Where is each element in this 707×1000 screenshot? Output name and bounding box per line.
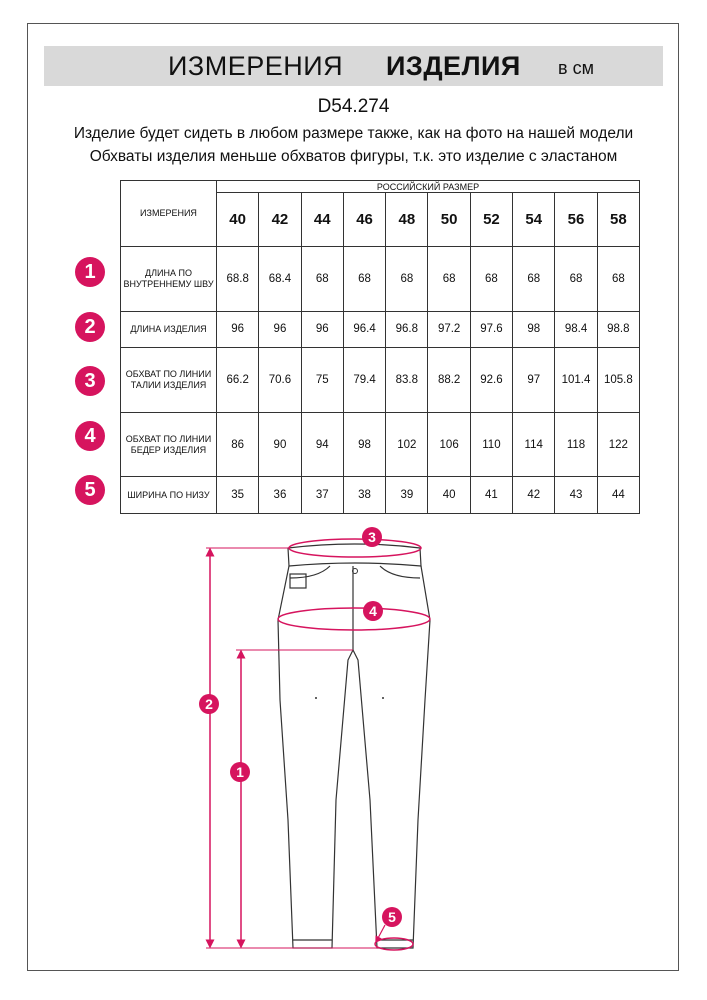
marker-hem xyxy=(382,907,402,927)
table-cell: 75 xyxy=(301,348,343,413)
table-cell: 86 xyxy=(217,412,259,477)
table-cell: 97.2 xyxy=(428,311,470,348)
row-number-badge: 3 xyxy=(75,366,105,396)
size-header: 42 xyxy=(259,193,301,247)
row-label: ОБХВАТ ПО ЛИНИИ БЕДЕР ИЗДЕЛИЯ xyxy=(121,412,217,477)
row-label: ДЛИНА ИЗДЕЛИЯ xyxy=(121,311,217,348)
table-cell: 98.4 xyxy=(555,311,597,348)
table-cell: 36 xyxy=(259,477,301,514)
table-cell: 83.8 xyxy=(386,348,428,413)
table-cell: 68 xyxy=(470,247,512,312)
row-label: ОБХВАТ ПО ЛИНИИ ТАЛИИ ИЗДЕЛИЯ xyxy=(121,348,217,413)
marker-label: 3 xyxy=(368,529,376,545)
size-header: 46 xyxy=(343,193,385,247)
waist-ellipse xyxy=(289,539,421,557)
table-cell: 110 xyxy=(470,412,512,477)
table-cell: 98.8 xyxy=(597,311,639,348)
marker-label: 5 xyxy=(388,909,396,925)
marker-waist xyxy=(362,527,382,547)
table-cell: 98 xyxy=(513,311,555,348)
marker-label: 4 xyxy=(369,603,377,619)
corner-label: ИЗМЕРЕНИЯ xyxy=(121,181,217,247)
article-code: D54.274 xyxy=(317,96,390,117)
hip-ellipse xyxy=(278,608,430,630)
size-header: 44 xyxy=(301,193,343,247)
table-cell: 92.6 xyxy=(470,348,512,413)
table-cell: 102 xyxy=(386,412,428,477)
marker-inseam xyxy=(230,762,250,782)
elastane-note: Обхваты изделия меньше обхватов фигуры, т.к. это изделие с эластаном xyxy=(89,148,618,165)
size-header: 48 xyxy=(386,193,428,247)
table-cell: 68.4 xyxy=(259,247,301,312)
table-cell: 79.4 xyxy=(343,348,385,413)
table-cell: 97 xyxy=(513,348,555,413)
table-cell: 94 xyxy=(301,412,343,477)
row-number-badge: 5 xyxy=(75,475,105,505)
row-number-badge: 2 xyxy=(75,312,105,342)
table-cell: 96.8 xyxy=(386,311,428,348)
title-garment: ИЗДЕЛИЯ xyxy=(386,51,521,81)
table-cell: 101.4 xyxy=(555,348,597,413)
size-group-label: РОССИЙСКИЙ РАЗМЕР xyxy=(217,181,640,193)
table-cell: 40 xyxy=(428,477,470,514)
table-cell: 106 xyxy=(428,412,470,477)
right-leg xyxy=(353,566,430,948)
table-cell: 35 xyxy=(217,477,259,514)
table-cell: 114 xyxy=(513,412,555,477)
size-header: 58 xyxy=(597,193,639,247)
table-cell: 68 xyxy=(343,247,385,312)
table-cell: 68.8 xyxy=(217,247,259,312)
table-cell: 43 xyxy=(555,477,597,514)
marker-length xyxy=(199,694,219,714)
table-cell: 41 xyxy=(470,477,512,514)
row-number-badge: 4 xyxy=(75,421,105,451)
table-cell: 68 xyxy=(301,247,343,312)
fit-note: Изделие будет сидеть в любом размере также, как на фото на нашей модели xyxy=(73,125,634,142)
table-cell: 37 xyxy=(301,477,343,514)
table-cell: 118 xyxy=(555,412,597,477)
table-cell: 96 xyxy=(301,311,343,348)
left-pocket xyxy=(290,566,330,578)
table-cell: 97.6 xyxy=(470,311,512,348)
size-header: 56 xyxy=(555,193,597,247)
table-cell: 68 xyxy=(428,247,470,312)
title-measurements: ИЗМЕРЕНИЯ xyxy=(168,51,344,81)
table-cell: 39 xyxy=(386,477,428,514)
pants-outline xyxy=(278,544,430,948)
title-unit: в см xyxy=(558,58,594,78)
table-cell: 68 xyxy=(513,247,555,312)
hem-pointer xyxy=(377,925,385,940)
row-label: ШИРИНА ПО НИЗУ xyxy=(121,477,217,514)
table-cell: 96 xyxy=(259,311,301,348)
rivet-icon xyxy=(315,697,317,699)
marker-label: 2 xyxy=(205,696,213,712)
size-header: 50 xyxy=(428,193,470,247)
size-header: 54 xyxy=(513,193,555,247)
right-pocket xyxy=(380,566,420,578)
left-leg xyxy=(278,566,353,948)
rivet-icon xyxy=(382,697,384,699)
table-cell: 96 xyxy=(217,311,259,348)
row-label: ДЛИНА ПО ВНУТРЕННЕМУ ШВУ xyxy=(121,247,217,312)
size-header: 52 xyxy=(470,193,512,247)
table-cell: 98 xyxy=(343,412,385,477)
table-cell: 42 xyxy=(513,477,555,514)
table-cell: 68 xyxy=(597,247,639,312)
table-cell: 38 xyxy=(343,477,385,514)
table-cell: 122 xyxy=(597,412,639,477)
table-cell: 70.6 xyxy=(259,348,301,413)
table-cell: 44 xyxy=(597,477,639,514)
marker-hip xyxy=(363,601,383,621)
table-cell: 68 xyxy=(386,247,428,312)
table-cell: 68 xyxy=(555,247,597,312)
row-number-badge: 1 xyxy=(75,257,105,287)
table-cell: 90 xyxy=(259,412,301,477)
table-cell: 88.2 xyxy=(428,348,470,413)
table-cell: 66.2 xyxy=(217,348,259,413)
coin-pocket xyxy=(290,574,306,588)
marker-label: 1 xyxy=(236,764,244,780)
table-cell: 96.4 xyxy=(343,311,385,348)
size-header: 40 xyxy=(217,193,259,247)
table-cell: 105.8 xyxy=(597,348,639,413)
